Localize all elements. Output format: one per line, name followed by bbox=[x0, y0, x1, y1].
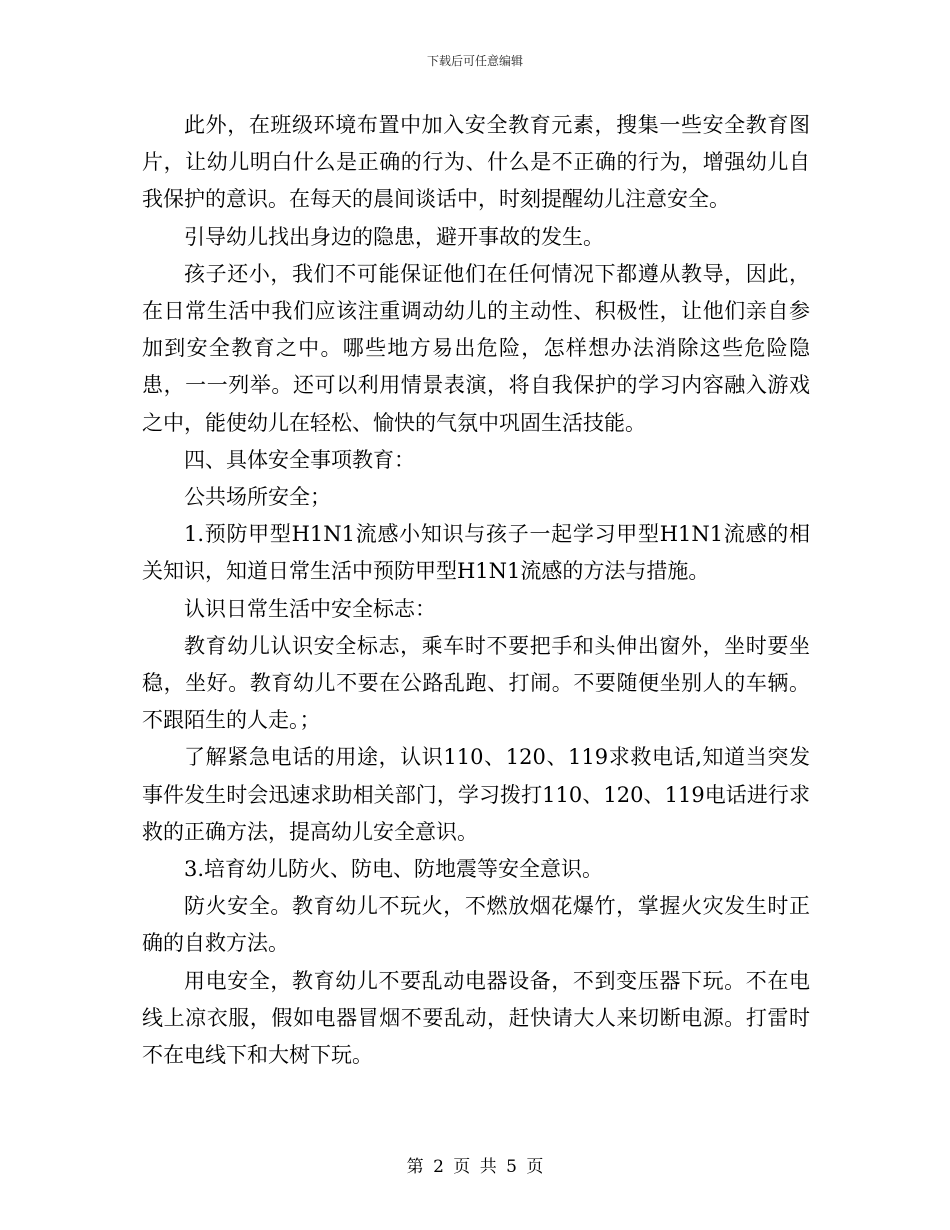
paragraph: 了解紧急电话的用途，认识110、120、119求救电话,知道当突发事件发生时会迅速求助相关部门，学习拨打110、120、119电话进行求救的正确方法，提高幼儿安全意识。 bbox=[142, 745, 810, 844]
page-number: 第 2 页 共 5 页 bbox=[406, 1157, 544, 1177]
paragraph: 认识日常生活中安全标志： bbox=[184, 596, 436, 621]
page-header: 下载后可任意编辑 bbox=[426, 54, 523, 68]
paragraph: 教育幼儿认识安全标志，乘车时不要把手和头伸出窗外，坐时要坐稳，坐好。教育幼儿不要在公路乱跑、打闹。不要随便坐别人的车辆。不跟陌生的人走。； bbox=[142, 633, 810, 733]
paragraph: 孩子还小，我们不可能保证他们在任何情况下都遵从教导，因此，在日常生活中我们应该注重调动幼儿的主动性、积极性，让他们亲自参加到安全教育之中。哪些地方易出危险，怎样想办法消除这些危险隐患，一一列举。还可以利用情景表演，将自我保护的学习内容融入游戏之中，能使幼儿在轻松、愉快的气氛中巩固生活技能。 bbox=[142, 261, 810, 435]
paragraph: 此外，在班级环境布置中加入安全教育元素，搜集一些安全教育图片，让幼儿明白什么是正确的行为、什么是不正确的行为，增强幼儿自我保护的意识。在每天的晨间谈话中，时刻提醒幼儿注意安全。 bbox=[142, 113, 810, 212]
paragraph: 防火安全。教育幼儿不玩火，不燃放烟花爆竹，掌握火灾发生时正确的自救方法。 bbox=[142, 894, 810, 956]
paragraph: 公共场所安全； bbox=[184, 485, 331, 510]
list-item: 3.培育幼儿防火、防电、防地震等安全意识。 bbox=[184, 857, 604, 882]
document-body bbox=[142, 107, 810, 1074]
list-item: 1.预防甲型H1N1流感小知识与孩子一起学习甲型H1N1流感的相关知识，知道日常生活中预防甲型H1N1流感的方法与措施。 bbox=[142, 522, 810, 584]
paragraph: 引导幼儿找出身边的隐患，避开事故的发生。 bbox=[184, 224, 604, 249]
paragraph: 用电安全，教育幼儿不要乱动电器设备，不到变压器下玩。不在电线上凉衣服，假如电器冒烟不要乱动，赶快请大人来切断电源。打雷时不在电线下和大树下玩。 bbox=[142, 968, 810, 1068]
section-heading: 四、具体安全事项教育： bbox=[184, 447, 415, 472]
